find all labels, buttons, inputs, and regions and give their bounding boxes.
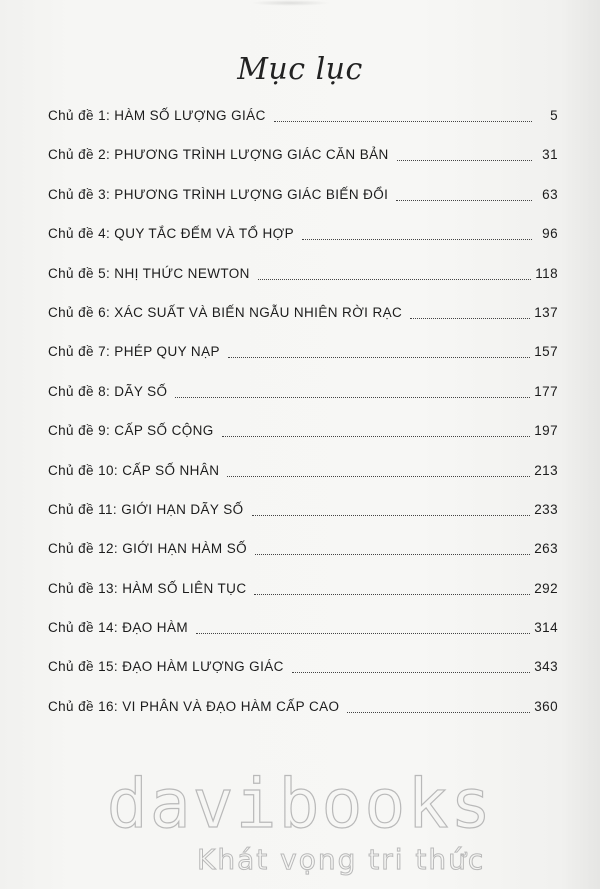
toc-entry-label: Chủ đề 8: DÃY SỐ [48, 383, 168, 399]
toc-entry-16[interactable] [48, 699, 558, 738]
dot-leader [396, 187, 532, 201]
toc-entry-label: Chủ đề 2: PHƯƠNG TRÌNH LƯỢNG GIÁC CĂN BẢN [48, 147, 389, 163]
toc-entry-page: 31 [542, 147, 558, 163]
toc-entry-2[interactable] [48, 147, 558, 186]
toc-entry-14[interactable] [48, 620, 558, 659]
dot-leader [274, 108, 532, 122]
toc-entry-label: Chủ đề 14: ĐẠO HÀM [48, 620, 189, 636]
toc-entry-label: Chủ đề 12: GIỚI HẠN HÀM SỐ [48, 541, 248, 557]
toc-entry-13[interactable] [48, 581, 558, 620]
toc-entry-label: Chủ đề 7: PHÉP QUY NẠP [48, 344, 220, 360]
toc-entry-label: Chủ đề 13: HÀM SỐ LIÊN TỤC [48, 580, 247, 596]
toc-entry-15[interactable] [48, 659, 558, 698]
toc-entry-page: 213 [534, 462, 558, 478]
toc-entry-label: Chủ đề 11: GIỚI HẠN DÃY SỐ [48, 501, 244, 517]
toc-entry-page: 263 [534, 541, 558, 557]
dot-leader [254, 581, 530, 595]
page-right-shade [560, 0, 600, 889]
toc-entry-page: 360 [534, 698, 558, 714]
toc-entry-label: Chủ đề 5: NHỊ THỨC NEWTON [48, 265, 250, 281]
toc-entry-12[interactable] [48, 541, 558, 580]
toc-entry-label: Chủ đề 9: CẤP SỐ CỘNG [48, 423, 214, 439]
toc-entry-page: 137 [534, 304, 558, 320]
toc-entry-7[interactable] [48, 344, 558, 383]
toc-entry-4[interactable] [48, 226, 558, 265]
toc-entry-5[interactable] [48, 266, 558, 305]
toc-entry-9[interactable] [48, 423, 558, 462]
dot-leader [175, 384, 530, 398]
dot-leader [228, 344, 530, 358]
toc-entry-page: 177 [534, 383, 558, 399]
toc-entry-label: Chủ đề 3: PHƯƠNG TRÌNH LƯỢNG GIÁC BIẾN ĐỔI [48, 186, 389, 202]
toc-entry-page: 314 [534, 620, 558, 636]
toc-entry-label: Chủ đề 4: QUY TẮC ĐẾM VÀ TỔ HỢP [48, 226, 295, 242]
toc-entry-1[interactable] [48, 108, 558, 147]
dot-leader [222, 423, 531, 437]
toc-entry-label: Chủ đề 15: ĐẠO HÀM LƯỢNG GIÁC [48, 659, 284, 675]
watermark-slogan: Khát vọng tri thức [197, 843, 486, 876]
table-of-contents [48, 108, 558, 738]
dot-leader [252, 502, 531, 516]
watermark-brand: davibooks [106, 765, 494, 844]
page-title: Mục lục [237, 52, 363, 87]
toc-entry-6[interactable] [48, 305, 558, 344]
toc-entry-10[interactable] [48, 463, 558, 502]
toc-entry-label: Chủ đề 6: XÁC SUẤT VÀ BIẾN NGẪU NHIÊN RỜI RẠC [48, 304, 403, 320]
toc-entry-page: 63 [542, 186, 558, 202]
dot-leader [227, 463, 530, 477]
toc-entry-11[interactable] [48, 502, 558, 541]
toc-entry-page: 118 [535, 265, 558, 281]
toc-entry-page: 233 [534, 501, 558, 517]
dot-leader [255, 541, 530, 555]
toc-entry-page: 292 [534, 580, 558, 596]
toc-entry-page: 157 [534, 344, 558, 360]
toc-entry-label: Chủ đề 1: HÀM SỐ LƯỢNG GIÁC [48, 108, 266, 123]
toc-entry-label: Chủ đề 10: CẤP SỐ NHÂN [48, 462, 220, 478]
dot-leader [292, 659, 530, 673]
dot-leader [302, 226, 532, 240]
toc-entry-3[interactable] [48, 187, 558, 226]
page-top-shadow [250, 0, 330, 6]
toc-entry-page: 96 [542, 226, 558, 242]
dot-leader [347, 699, 530, 713]
dot-leader [410, 305, 530, 319]
toc-entry-label: Chủ đề 16: VI PHÂN VÀ ĐẠO HÀM CẤP CAO [48, 698, 340, 714]
dot-leader [258, 266, 531, 280]
toc-entry-page: 5 [550, 108, 558, 123]
dot-leader [397, 147, 532, 161]
dot-leader [196, 620, 530, 634]
toc-entry-page: 197 [534, 423, 558, 439]
toc-entry-8[interactable] [48, 384, 558, 423]
toc-entry-page: 343 [534, 659, 558, 675]
